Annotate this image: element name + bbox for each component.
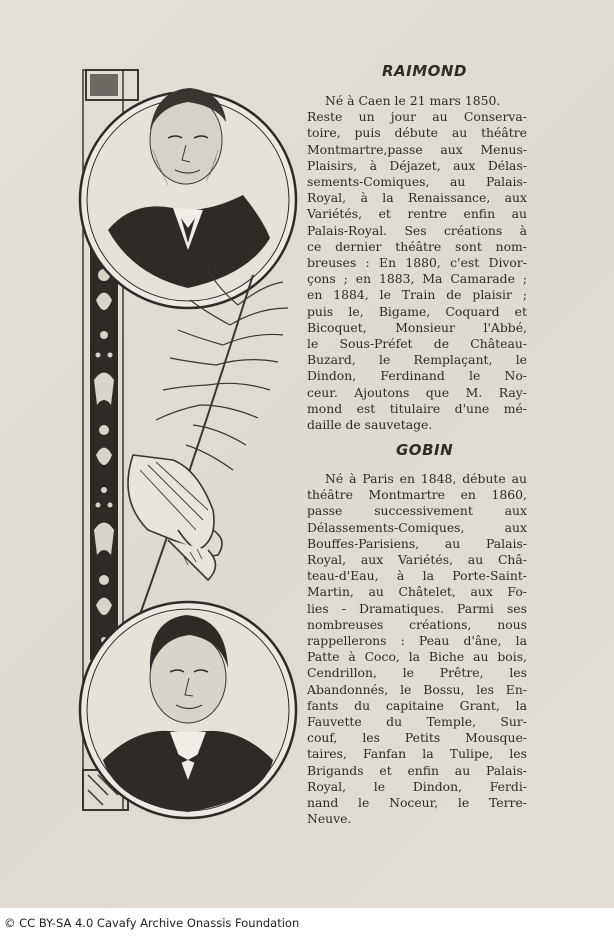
text-line: Montmartre,passe aux Menus-: [307, 141, 527, 157]
text-line: théâtre Montmartre en 1860,: [307, 487, 527, 503]
text-line: Bouffes-Parisiens, au Palais-: [307, 535, 527, 551]
text-line: Royal, à la Renaissance, aux: [307, 190, 527, 206]
text-line: passe successivement aux: [307, 503, 527, 519]
text-line: daille de sauvetage.: [307, 417, 433, 433]
text-line: Neuve.: [307, 811, 352, 827]
text-line: Reste un jour au Conserva-: [307, 109, 527, 125]
biography-raimond: [307, 93, 527, 433]
text-line: Dindon, Ferdinand le No-: [307, 368, 527, 384]
lyre-icon: [128, 455, 222, 580]
text-line: couf, les Petits Mousque-: [307, 730, 527, 746]
text-line: taires, Fanfan la Tulipe, les: [307, 746, 527, 762]
text-line: rappellerons : Peau d'âne, la: [307, 633, 527, 649]
text-line: mond est titulaire d'une mé-: [307, 400, 527, 416]
text-line: Né à Paris en 1848, débute au: [325, 471, 527, 486]
decorative-border-illustration: [78, 60, 308, 830]
text-line: toire, puis débute au théâtre: [307, 125, 527, 141]
text-line: nombreuses créations, nous: [307, 616, 527, 632]
heading-raimond: RAIMOND: [382, 62, 467, 80]
biography-gobin: [307, 471, 527, 827]
text-line: sements-Comiques, au Palais-: [307, 174, 527, 190]
text-line: Plaisirs, à Déjazet, aux Délas-: [307, 157, 527, 173]
text-line: Variétés, et rentre enfin au: [307, 206, 527, 222]
text-line: fants du capitaine Grant, la: [307, 697, 527, 713]
text-line: Brigands et enfin au Palais-: [307, 762, 527, 778]
text-line: Abandonnés, le Bossu, les En-: [307, 681, 527, 697]
text-line: teau-d'Eau, à la Porte-Saint-: [307, 568, 527, 584]
palm-and-lyre-illustration: [128, 270, 288, 620]
license-text: © CC BY-SA 4.0 Cavafy Archive Onassis Foundation: [4, 915, 300, 930]
text-line: Buzard, le Remplaçant, le: [307, 352, 527, 368]
text-line: Patte à Coco, la Biche au bois,: [307, 649, 527, 665]
text-line: breuses : En 1880, c'est Divor-: [307, 255, 527, 271]
text-line: ceur. Ajoutons que M. Ray-: [307, 384, 527, 400]
text-line: Délassements-Comiques, aux: [307, 519, 527, 535]
text-line: Palais-Royal. Ses créations à: [307, 222, 527, 238]
license-footer: [0, 908, 614, 937]
text-line: çons ; en 1883, Ma Camarade ;: [307, 271, 527, 287]
text-line: nand le Noceur, le Terre-: [307, 795, 527, 811]
text-line: en 1884, le Train de plaisir ;: [307, 287, 527, 303]
text-line: puis le, Bigame, Coquard et: [307, 303, 527, 319]
text-line: le Sous-Préfet de Château-: [307, 336, 527, 352]
text-line: Royal, le Dindon, Ferdi-: [307, 778, 527, 794]
text-line: Fauvette du Temple, Sur-: [307, 714, 527, 730]
text-line: Bicoquet, Monsieur l'Abbé,: [307, 319, 527, 335]
text-line: Cendrillon, le Prêtre, les: [307, 665, 527, 681]
portrait-raimond: [80, 88, 296, 308]
text-line: lies - Dramatiques. Parmi ses: [307, 600, 527, 616]
text-line: Royal, aux Variétés, au Châ-: [307, 552, 527, 568]
text-line: Né à Caen le 21 mars 1850.: [325, 93, 501, 108]
text-line: ce dernier théâtre sont nom-: [307, 238, 527, 254]
text-line: Martin, au Châtelet, aux Fo-: [307, 584, 527, 600]
heading-gobin: GOBIN: [396, 441, 454, 459]
portrait-gobin: [80, 602, 296, 818]
